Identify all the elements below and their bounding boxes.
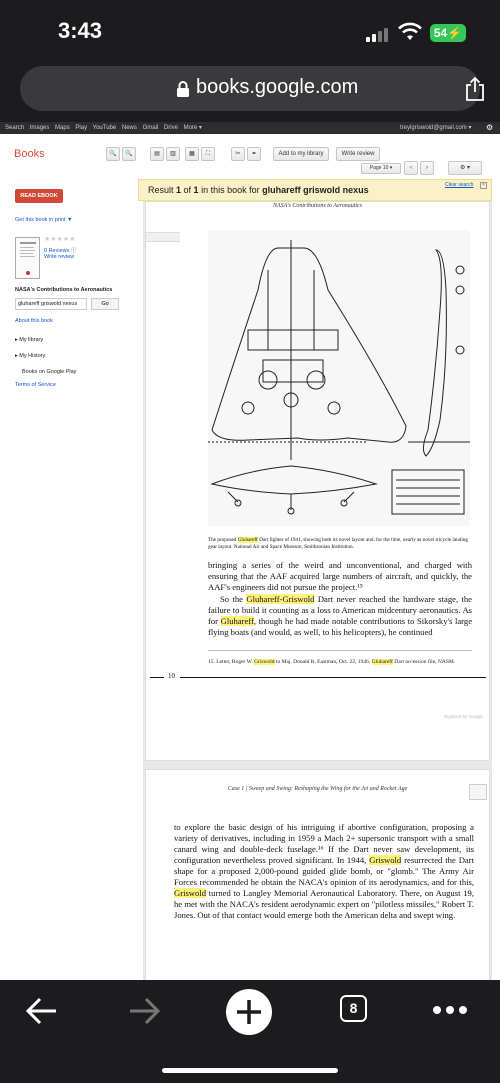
more-options-icon[interactable] xyxy=(432,1005,468,1015)
expand-arrow-icon: ▸ xyxy=(15,337,18,343)
fullscreen-icon[interactable]: ⛶ xyxy=(201,147,215,161)
clip-icon[interactable]: ✂ xyxy=(231,147,245,161)
tab-switcher-button[interactable]: 8 xyxy=(340,995,367,1022)
books-on-play-link[interactable]: Books on Google Play xyxy=(22,369,77,375)
result-number: 1 xyxy=(176,185,182,195)
lock-icon xyxy=(176,81,190,97)
my-library-label[interactable]: My library xyxy=(19,337,44,343)
paragraph-text: So the xyxy=(220,594,247,604)
gbar-link-maps[interactable]: Maps xyxy=(55,125,70,131)
books-page xyxy=(0,134,500,980)
book-viewer[interactable] xyxy=(143,201,492,980)
read-ebook-button[interactable]: READ EBOOK xyxy=(15,189,63,203)
link-icon[interactable]: ⚭ xyxy=(247,147,261,161)
forward-arrow-icon[interactable] xyxy=(128,996,162,1026)
gbar-link-news[interactable]: News xyxy=(121,125,137,131)
prev-page-icon[interactable]: ‹ xyxy=(404,161,418,175)
wifi-icon xyxy=(398,22,422,42)
terms-link[interactable]: Terms of Service xyxy=(15,382,56,388)
footnote xyxy=(208,658,472,666)
gbar-link-play[interactable]: Play xyxy=(75,125,88,131)
search-result-text xyxy=(148,185,369,195)
search-highlight: Gluhareff xyxy=(220,616,254,626)
thumbnail-view-icon[interactable]: ▦ xyxy=(185,147,199,161)
battery-indicator xyxy=(430,24,466,42)
gbar-link-search[interactable]: Search xyxy=(5,125,25,131)
gbar-link-more[interactable]: More ▾ xyxy=(183,125,202,131)
zoom-out-icon[interactable]: 🔍 xyxy=(122,147,136,161)
search-query: gluhareff griswold nexus xyxy=(262,185,369,195)
gbar-link-images[interactable]: Images xyxy=(29,125,50,131)
search-result-banner xyxy=(138,179,492,201)
add-to-library-button[interactable]: Add to my library xyxy=(273,147,329,161)
result-suffix: in this book for xyxy=(198,185,263,195)
status-bar xyxy=(0,0,500,62)
book-title: NASA's Contributions to Aeronautics xyxy=(15,287,113,293)
footnote-text: to Maj. Donald R. Eastman, Oct. 22, 1946, xyxy=(274,659,372,665)
dart-fighter-drawing xyxy=(208,230,470,526)
digitized-watermark: Digitized by Google xyxy=(443,714,483,719)
search-highlight: Griswold xyxy=(369,855,402,865)
charging-bolt-icon: ⚡ xyxy=(447,26,463,40)
result-of: of xyxy=(181,185,194,195)
bookmark-tab xyxy=(146,232,180,242)
next-page-icon[interactable]: › xyxy=(420,161,434,175)
result-total: 1 xyxy=(193,185,199,195)
google-top-bar xyxy=(0,122,500,134)
write-review-link[interactable]: Write review xyxy=(44,254,75,260)
url-text[interactable]: books.google.com xyxy=(196,76,359,98)
gbar-link-youtube[interactable]: YouTube xyxy=(92,125,117,131)
search-highlight: Gluhareff xyxy=(371,659,393,665)
my-history-label[interactable]: My History xyxy=(19,353,46,359)
cellular-signal-icon xyxy=(366,26,392,42)
reviews-count[interactable]: 0 Reviews xyxy=(44,248,70,254)
body-paragraph xyxy=(208,594,472,638)
result-prefix: Result xyxy=(148,185,177,195)
home-indicator xyxy=(162,1068,338,1073)
page-rule xyxy=(180,677,486,678)
clear-search-link[interactable]: Clear search xyxy=(445,182,474,188)
search-highlight: Gluhareff xyxy=(237,537,258,543)
search-highlight: Griswold xyxy=(254,659,275,665)
book-page-10 xyxy=(145,201,490,761)
book-cover-thumbnail[interactable] xyxy=(15,237,40,279)
gbar-link-drive[interactable]: Drive xyxy=(163,125,178,131)
my-history-link[interactable] xyxy=(15,353,45,359)
page-select[interactable]: Page 10 ▾ xyxy=(361,163,401,174)
viewer-settings-icon[interactable]: ⚙ ▾ xyxy=(448,161,482,175)
settings-gear-icon[interactable]: ⚙ xyxy=(486,123,494,132)
running-head: NASA's Contributions to Aeronautics xyxy=(272,203,363,209)
gbar-link-gmail[interactable]: Gmail xyxy=(142,125,159,131)
account-email[interactable]: treylgriswold@gmail.com ▾ xyxy=(400,125,472,131)
footnote-text: Dart accession file, NASM. xyxy=(392,659,456,665)
caption-text: Dart fighter of 1941, showing both its novel layout and, for the time, nearly as novel tricycle landing gear layout. National Air and Space Museum, Smithsonian Institution. xyxy=(208,537,468,550)
caption-text: The proposed xyxy=(208,537,238,543)
get-in-print-link[interactable]: Get this book in print ▼ xyxy=(15,217,73,223)
status-time: 3:43 xyxy=(58,18,103,43)
running-head: Case 1 | Sweep and Swing: Reshaping the Wing for the Jet and Rocket Age xyxy=(227,786,408,792)
search-highlight: Gluhareff-Griswold xyxy=(246,594,315,604)
reviews-link[interactable] xyxy=(44,246,76,254)
page-number: 10 xyxy=(168,672,175,680)
share-icon[interactable] xyxy=(464,76,486,102)
close-icon[interactable]: × xyxy=(480,182,487,189)
paragraph-text: Dart never reached the hardware stage, the failure to build it counting as a loss to American midcentury aeronautics. As for xyxy=(208,594,472,626)
search-go-button[interactable]: Go xyxy=(91,298,119,310)
body-paragraph xyxy=(174,822,474,921)
two-page-view-icon[interactable]: ▥ xyxy=(166,147,180,161)
search-highlight: Griswold xyxy=(174,888,206,898)
footnote-text: 15. Letter, Roger W. xyxy=(208,659,255,665)
about-book-link[interactable]: About this book xyxy=(15,318,53,324)
my-library-link[interactable] xyxy=(15,337,43,343)
paragraph-text: , though he had made notable contributions to Sikorsky's large flying boats (and would, as well, to his helicopters), he continued xyxy=(208,616,473,637)
page-rule xyxy=(150,677,164,678)
paragraph-text: turned to Langley Memorial Aeronautical Laboratory. There, on August 19, he met with the NACA's resident aerodynamic expert on "pilotless missiles," Robert T. Jones. Out of that contact would emerge both the American delta and swept wing. xyxy=(174,888,474,920)
battery-level: 54 xyxy=(433,26,448,40)
figure-caption xyxy=(208,537,472,551)
bookmark-tab xyxy=(469,784,487,800)
body-paragraph: bringing a series of the weird and unconventional, and charged with ensuring that the AAF acquired large numbers of aircraft, and quickly, the AAF's engineers did not pursue the project.¹⁵ xyxy=(208,560,472,592)
zoom-in-icon[interactable]: 🔍 xyxy=(106,147,120,161)
back-arrow-icon[interactable] xyxy=(24,996,58,1026)
books-logo[interactable]: Books xyxy=(14,148,45,160)
expand-arrow-icon: ▸ xyxy=(15,353,18,359)
single-page-view-icon[interactable]: ▤ xyxy=(150,147,164,161)
info-icon: ⓘ xyxy=(70,248,77,254)
footnote-rule xyxy=(208,650,472,651)
book-page-11 xyxy=(145,769,490,980)
write-review-button[interactable]: Write review xyxy=(336,147,380,161)
paragraph-text: resurrected the Dart shape for a proposed 2,000-pound guided glide bomb, or "glomb." The Army Air Forces recommended he obtain the NACA's opinion of its aerodynamics, and for this, xyxy=(174,855,474,887)
paragraph-text: to explore the basic design of his intriguing if abortive configuration, proposing a variety of derivatives, including in 1959 a Mach 2+ supersonic transport with a small canard wing and double-deck fuselage.¹⁶ If the Dart never saw development, its configuration nevertheless proved significant. In 1944, xyxy=(174,822,474,865)
search-in-book-input[interactable]: gluhareff griswold nexus xyxy=(15,298,87,310)
new-tab-plus-icon[interactable] xyxy=(226,989,272,1035)
address-bar[interactable] xyxy=(20,66,480,111)
browser-toolbar xyxy=(0,980,500,1083)
rating-stars: ★★★★★ xyxy=(44,236,76,243)
